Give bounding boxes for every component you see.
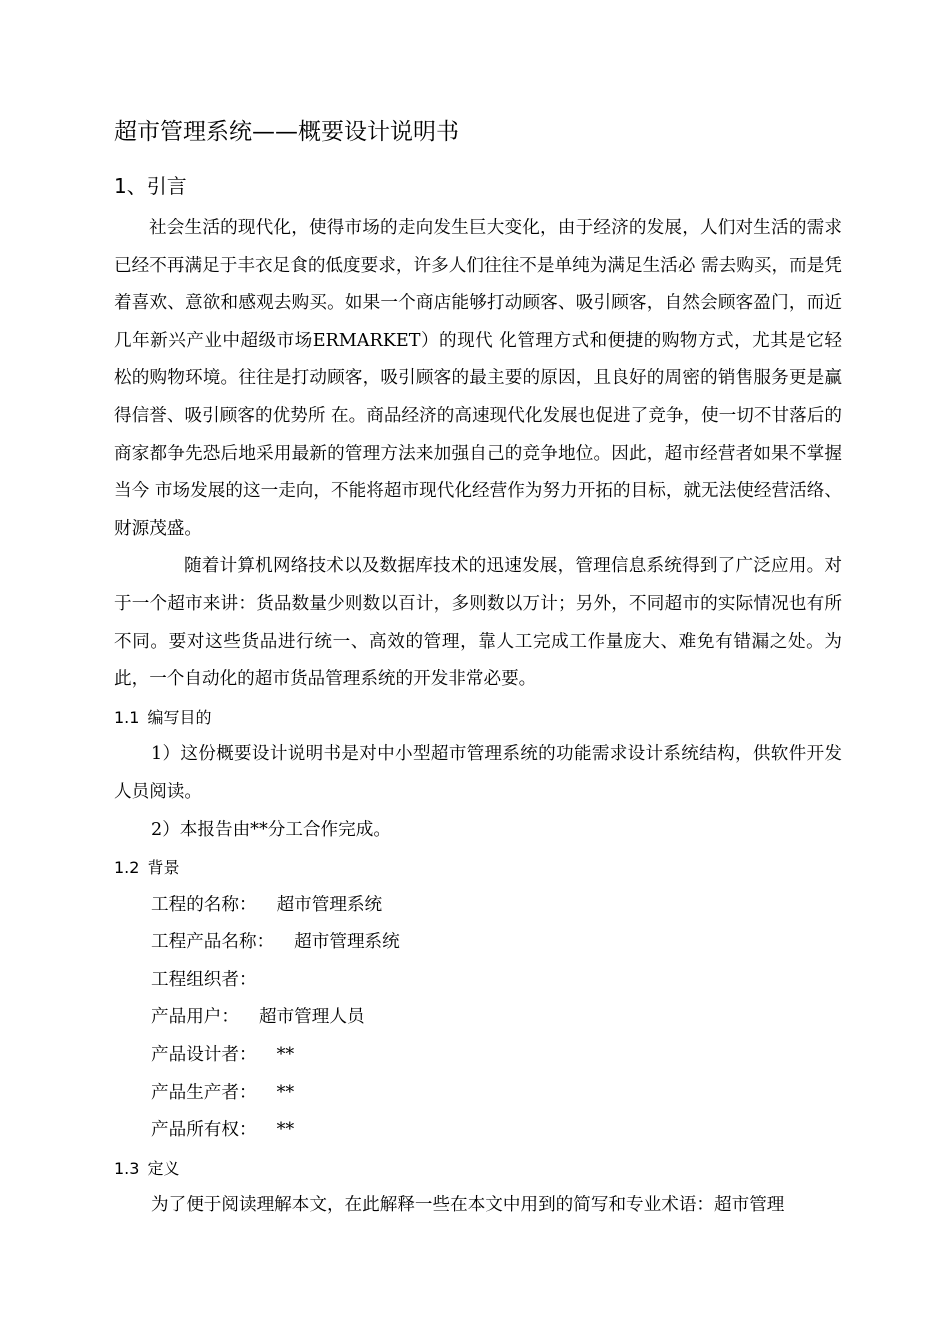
field-label: 产品用户： [151, 1007, 239, 1028]
section-heading-introduction: 1、引言 [114, 174, 187, 198]
subsection-number: 1.2 [114, 858, 140, 878]
field-label: 产品生产者： [151, 1082, 257, 1103]
subsection-title: 背景 [147, 858, 180, 878]
subsection-heading-purpose [114, 699, 842, 737]
background-row-organizer [114, 962, 842, 1000]
purpose-item-2: 2）本报告由**分工合作完成。 [151, 819, 391, 840]
background-row-ownership [114, 1112, 842, 1150]
field-label: 工程产品名称： [151, 932, 275, 953]
background-row-producer [114, 1075, 842, 1113]
field-value: ** [276, 1120, 295, 1141]
field-label: 产品设计者： [151, 1045, 257, 1066]
intro-paragraph-2: 随着计算机网络技术以及数据库技术的迅速发展，管理信息系统得到了广泛应用。对于一个超市来讲：货品数量少则数以百计，多则数以万计；另外，不同超市的实际情况也有所不同。要对这些货品进行统一、高效的管理，靠人工完成工作量庞大、难免有错漏之处。为此，一个自动化的超市货品管理系统的开发非常必要。 [114, 556, 842, 690]
field-value: 超市管理人员 [258, 1007, 365, 1028]
field-value: ** [276, 1082, 295, 1103]
document-title: 超市管理系统——概要设计说明书 [114, 119, 459, 145]
document-page [114, 112, 842, 1225]
definitions-paragraph: 为了便于阅读理解本文，在此解释一些在本文中用到的简写和专业术语：超市管理 [151, 1195, 785, 1216]
background-row-project-name [114, 887, 842, 925]
subsection-number: 1.3 [114, 1158, 140, 1178]
subsection-heading-definitions [114, 1150, 842, 1188]
purpose-item-1: 1）这份概要设计说明书是对中小型超市管理系统的功能需求设计系统结构，供软件开发人员阅读。 [114, 744, 842, 802]
subsection-title: 编写目的 [147, 707, 212, 727]
subsection-heading-background [114, 849, 842, 887]
background-row-users [114, 999, 842, 1037]
subsection-title: 定义 [147, 1158, 180, 1178]
background-row-product-name [114, 924, 842, 962]
field-label: 工程的名称： [151, 894, 257, 915]
field-value: 超市管理系统 [294, 932, 400, 953]
field-label: 产品所有权： [151, 1120, 257, 1141]
field-value: ** [276, 1045, 295, 1066]
background-row-designer [114, 1037, 842, 1075]
intro-paragraph-1: 社会生活的现代化，使得市场的走向发生巨大变化，由于经济的发展，人们对生活的需求已经不再满足于丰衣足食的低度要求，许多人们往往不是单纯为满足生活必 需去购买，而是凭着喜欢、意欲和感观去购买。如果一个商店能够打动顾客、吸引顾客，自然会顾客盈门，而近几年新兴产业中超级市场ERMARKET）的现代 化管理方式和便捷的购物方式，尤其是它轻松的购物环境。往往是打动顾客，吸引顾客的最主要的原因，且良好的周密的销售服务更是赢得信誉、吸引顾客的优势所 在。商品经济的高速现代化发展也促进了竞争，使一切不甘落后的商家都争先恐后地采用最新的管理方法来加强自己的竞争地位。因此，超市经营者如果不掌握当今 市场发展的这一走向，不能将超市现代化经营作为努力开拓的目标，就无法使经营活络、财源茂盛。 [114, 218, 842, 539]
field-label: 工程组织者： [151, 969, 257, 990]
subsection-number: 1.1 [114, 707, 140, 727]
field-value: 超市管理系统 [276, 894, 383, 915]
